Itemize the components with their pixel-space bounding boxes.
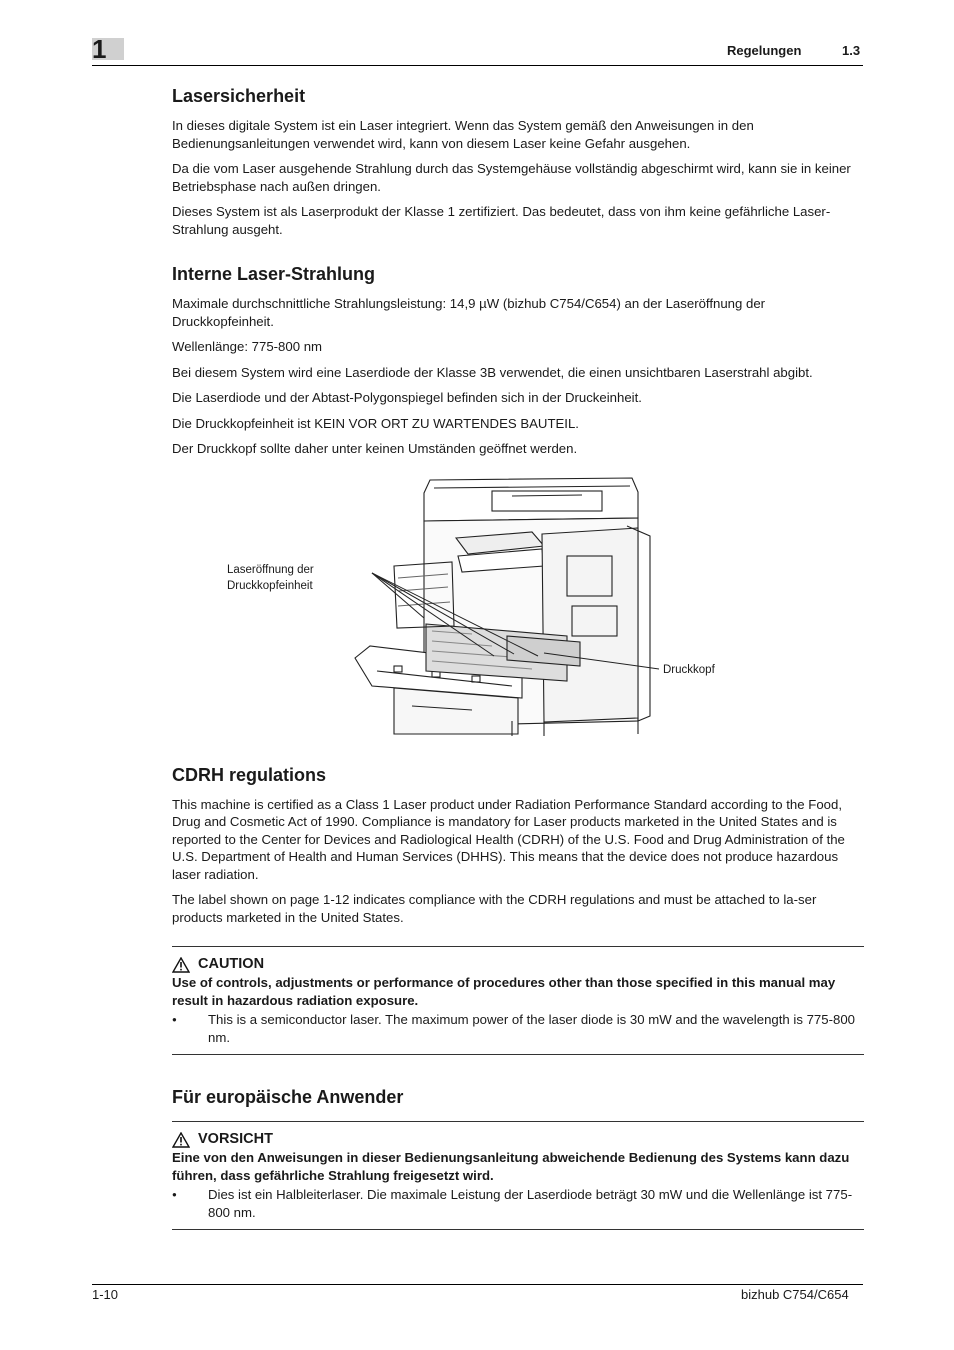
caution-box — [172, 946, 864, 1055]
bullet-text: This is a semiconductor laser. The maximum power of the laser diode is 30 mW and the wavelength is 775-800 nm. — [208, 1012, 855, 1045]
paragraph: The label shown on page 1-12 indicates compliance with the CDRH regulations and must be attached to la-ser products marketed in the United States. — [172, 892, 817, 925]
page-number: 1-10 — [92, 1287, 119, 1302]
label-line: Laseröffnung der — [227, 563, 314, 576]
footer-rule — [92, 1284, 863, 1285]
paragraph: Der Druckkopf sollte daher unter keinen Umständen geöffnet werden. — [172, 441, 578, 456]
vorsicht-title — [172, 1130, 864, 1149]
internal-laser-section — [172, 262, 864, 458]
label-line: Druckkopfeinheit — [227, 579, 313, 592]
printer-illustration — [172, 466, 864, 741]
vorsicht-lead: Eine von den Anweisungen in dieser Bedienungsanleitung abweichende Bedienung des Systems kann dazu führen, dass gefährliche Strahlung freigesetzt wird. — [172, 1150, 850, 1183]
paragraph: Da die vom Laser ausgehende Strahlung durch das Systemgehäuse vollständig abgeschirmt wird, kann sie in keiner Betriebsphase nach außen dringen. — [172, 161, 851, 194]
bullet: ● — [172, 1190, 177, 1199]
product-name: bizhub C754/C654 — [741, 1287, 849, 1302]
paragraph: Maximale durchschnittliche Strahlungsleistung: 14,9 µW (bizhub C754/C654) an der Laseröffnung der Druckkopfeinheit. — [172, 296, 766, 329]
cdrh-section — [172, 763, 864, 1056]
header-rule — [92, 65, 863, 66]
europe-section — [172, 1085, 864, 1230]
paragraph: In dieses digitale System ist ein Laser integriert. Wenn das System gemäß den Anweisungen in den Bedienungsanleitungen verwendet wird, kann von diesem Laser keine Gefahr ausgehen. — [172, 118, 754, 151]
vorsicht-title-text: VORSICHT — [198, 1131, 273, 1147]
internal-laser-heading: Interne Laser-Strahlung — [172, 264, 376, 284]
paragraph: Die Laserdiode und der Abtast-Polygonspiegel befinden sich in der Druckeinheit. — [172, 390, 642, 405]
warning-triangle-icon — [172, 1132, 190, 1148]
laser-safety-heading: Lasersicherheit — [172, 86, 306, 106]
warning-triangle-icon — [172, 957, 190, 973]
laser-safety-section — [172, 84, 864, 238]
caution-title-text: CAUTION — [198, 956, 265, 972]
page-content — [172, 84, 864, 1230]
list-item — [172, 1011, 864, 1046]
printer-figure — [172, 466, 864, 741]
vorsicht-box — [172, 1121, 864, 1230]
bullet-text: Dies ist ein Halbleiterlaser. Die maximale Leistung der Laserdiode beträgt 30 mW und die Wellenlänge ist 775-800 nm. — [208, 1187, 853, 1220]
section-number: 1.3 — [842, 43, 861, 58]
bullet: ● — [172, 1015, 177, 1024]
section-title: Regelungen — [727, 43, 802, 58]
paragraph: This machine is certified as a Class 1 Laser product under Radiation Performance Standard according to the Food, Drug and Cosmetic Act of 1990. Compliance is mandatory for Laser products marketed in the United States and is reported to the Center for Devices and Radiological Health (CDRH) of the U.S. Food and Drug Administration of the U.S. Department of Health and Human Services (DHHS). This means that the device does not produce hazardous laser radiation. — [172, 796, 845, 882]
list-item — [172, 1186, 864, 1221]
chapter-number: 1 — [92, 34, 107, 64]
label-printhead: Druckkopf — [663, 663, 715, 676]
paragraph: Bei diesem System wird eine Laserdiode der Klasse 3B verwendet, die einen unsichtbaren Laserstrahl abgibt. — [172, 364, 813, 380]
caution-title — [172, 955, 864, 974]
paragraph: Dieses System ist als Laserprodukt der Klasse 1 zertifiziert. Das bedeutet, dass von ihm keine gefährliche Laser-Strahlung ausgeht. — [172, 204, 831, 237]
caution-lead: Use of controls, adjustments or performance of procedures other than those specified in this manual may result in hazardous radiation exposure. — [172, 975, 836, 1008]
europe-heading: Für europäische Anwender — [172, 1087, 404, 1107]
paragraph: Wellenlänge: 775-800 nm — [172, 339, 323, 354]
cdrh-heading: CDRH regulations — [172, 764, 327, 785]
paragraph: Die Druckkopfeinheit ist KEIN VOR ORT ZU WARTENDES BAUTEIL. — [172, 415, 579, 431]
